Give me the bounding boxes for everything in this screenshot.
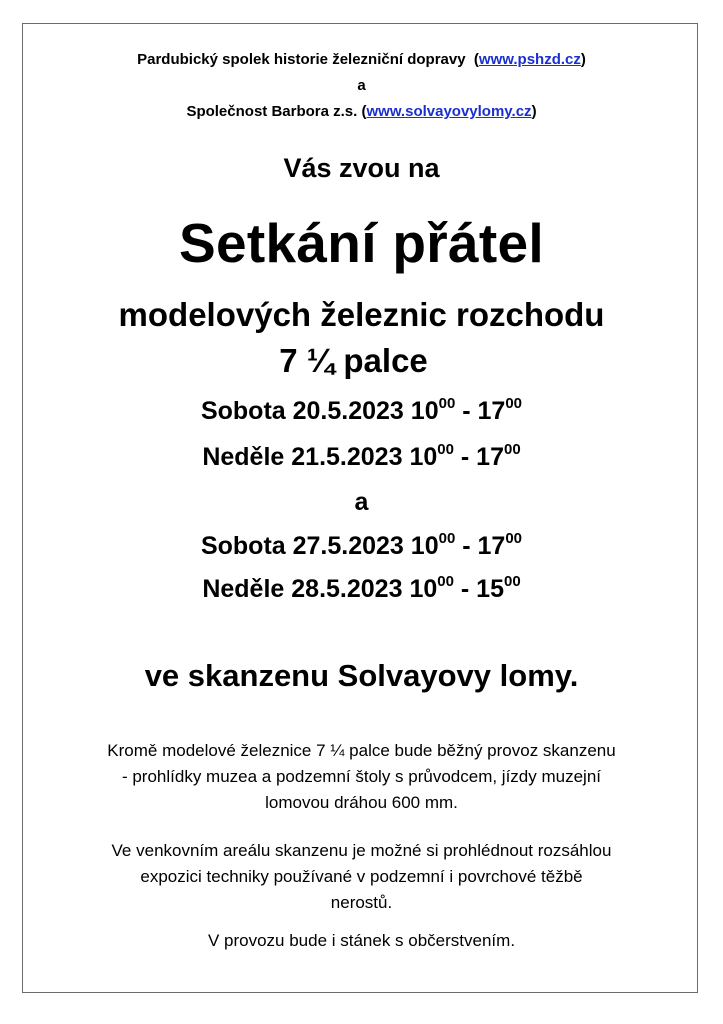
paragraph-line: Ve venkovním areálu skanzenu je možné si prohlédnout rozsáhlou (111, 841, 612, 860)
paragraph-line: expozici techniky používané v podzemní i povrchové těžbě (140, 867, 583, 886)
event-title: Setkání přátel (179, 212, 544, 274)
schedule-day: Sobota 20.5.2023 (200, 397, 404, 425)
venue-text: ve skanzenu Solvayovy lomy. (144, 658, 579, 693)
start-minutes: 00 (438, 530, 456, 547)
schedule-day: Neděle 21.5.2023 (202, 443, 403, 471)
end-hour: 17 (477, 532, 506, 560)
schedule-day: Neděle 28.5.2023 (202, 575, 403, 603)
invite-text: Vás zvou na (283, 153, 440, 183)
end-hour: 17 (477, 397, 506, 425)
end-minutes: 00 (505, 395, 523, 412)
end-hour: 15 (476, 575, 504, 603)
time-dash: - (462, 397, 471, 425)
time-dash: - (460, 443, 470, 471)
schedule-row (0, 575, 723, 604)
start-hour: 10 (409, 443, 438, 471)
schedule-day: Sobota 27.5.2023 (200, 532, 404, 560)
organizer-2-name: Společnost Barbora z.s. (186, 103, 358, 120)
paragraph-exhibition (30, 838, 693, 916)
time-dash: - (462, 532, 471, 560)
organizer-1-link[interactable]: www.pshzd.cz (478, 51, 581, 68)
paragraph-line: nerostů. (330, 893, 393, 912)
start-hour: 10 (410, 532, 439, 560)
start-hour: 10 (409, 575, 438, 603)
paragraph-program (30, 738, 693, 816)
event-subtitle-line1: modelových železnic rozchodu (118, 296, 605, 333)
paragraph-line: V provozu bude i stánek s občerstvením. (207, 931, 516, 950)
schedule-row (0, 443, 723, 472)
paragraph-line: - prohlídky muzea a podzemní štoly s průvodcem, jízdy muzejní (121, 767, 602, 786)
end-hour: 17 (476, 443, 504, 471)
schedule-connector: a (354, 488, 369, 516)
organizer-2: Společnost Barbora z.s. (www.solvayovylomy.cz) (186, 103, 537, 120)
paragraph-refreshments (30, 928, 693, 954)
schedule-row (0, 532, 723, 561)
start-hour: 10 (410, 397, 439, 425)
organizer-1: Pardubický spolek historie železniční dopravy (www.pshzd.cz) (137, 51, 586, 68)
organizer-1-name: Pardubický spolek historie železniční dopravy (137, 51, 466, 68)
organizer-connector: a (357, 77, 366, 94)
end-minutes: 00 (503, 441, 521, 458)
time-dash: - (460, 575, 470, 603)
event-subtitle-line2: 7 ¼ palce (279, 342, 428, 379)
end-minutes: 00 (503, 573, 521, 590)
end-minutes: 00 (505, 530, 523, 547)
schedule-row (0, 397, 723, 426)
paragraph-line: lomovou dráhou 600 mm. (265, 793, 458, 812)
organizer-2-link[interactable]: www.solvayovylomy.cz (366, 103, 532, 120)
start-minutes: 00 (437, 441, 454, 458)
start-minutes: 00 (438, 395, 456, 412)
paragraph-line: Kromě modelové železnice 7 ¼ palce bude běžný provoz skanzenu (107, 741, 616, 760)
start-minutes: 00 (437, 573, 454, 590)
